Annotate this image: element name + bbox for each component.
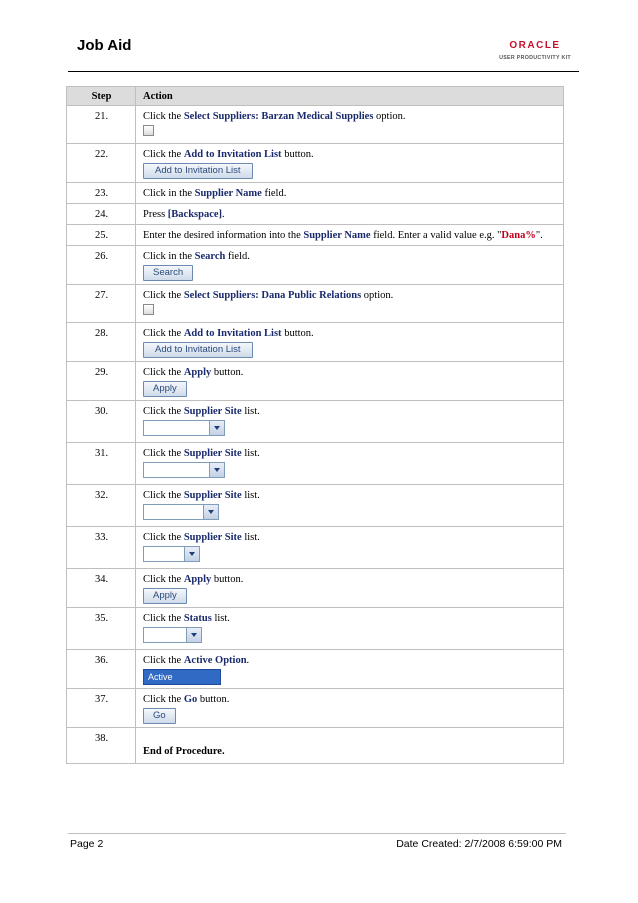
chevron-down-icon bbox=[186, 628, 201, 642]
action-text: button. bbox=[211, 367, 244, 378]
supplier-site-select-screenshot bbox=[143, 462, 225, 478]
table-row bbox=[67, 689, 564, 728]
step-number: 31. bbox=[67, 443, 136, 485]
search-button: Search bbox=[143, 265, 193, 281]
table-row bbox=[67, 362, 564, 401]
chevron-down-icon bbox=[209, 421, 224, 435]
action-cell bbox=[136, 246, 564, 285]
action-text: Click the bbox=[143, 328, 184, 339]
table-row bbox=[67, 485, 564, 527]
supplier-site-select-screenshot bbox=[143, 504, 219, 520]
action-text: Click the bbox=[143, 694, 184, 705]
action-text: Click the bbox=[143, 613, 184, 624]
table-row bbox=[67, 728, 564, 764]
action-cell bbox=[136, 728, 564, 764]
step-number: 32. bbox=[67, 485, 136, 527]
action-text: list. bbox=[241, 406, 260, 417]
end-of-procedure-text: End of Procedure. bbox=[143, 746, 225, 757]
table-row bbox=[67, 204, 564, 225]
action-text: Click the bbox=[143, 290, 184, 301]
action-target: Add to Invitation List bbox=[183, 328, 282, 339]
step-number: 28. bbox=[67, 323, 136, 362]
action-cell bbox=[136, 569, 564, 608]
footer-divider bbox=[68, 833, 566, 834]
step-number: 24. bbox=[67, 204, 136, 225]
action-text: ". bbox=[535, 230, 543, 241]
column-header-step: Step bbox=[67, 87, 136, 106]
step-number: 29. bbox=[67, 362, 136, 401]
action-cell bbox=[136, 527, 564, 569]
step-number: 23. bbox=[67, 183, 136, 204]
action-text: Click the bbox=[143, 111, 184, 122]
action-target: Supplier Site bbox=[183, 532, 242, 543]
step-number: 25. bbox=[67, 225, 136, 246]
action-text: Click the bbox=[143, 490, 184, 501]
table-row bbox=[67, 650, 564, 689]
document-title: Job Aid bbox=[77, 37, 132, 54]
step-number: 38. bbox=[67, 728, 136, 764]
table-row bbox=[67, 246, 564, 285]
procedure-table bbox=[66, 86, 564, 764]
action-target: Supplier Site bbox=[183, 406, 242, 417]
table-row bbox=[67, 569, 564, 608]
action-text: button. bbox=[211, 574, 244, 585]
header-divider bbox=[68, 71, 579, 72]
page-number: Page 2 bbox=[70, 838, 104, 850]
action-text: option. bbox=[373, 111, 406, 122]
action-text: button. bbox=[281, 149, 314, 160]
active-option-screenshot: Active bbox=[143, 669, 221, 685]
step-number: 37. bbox=[67, 689, 136, 728]
action-target: Select Suppliers: Barzan Medical Supplies bbox=[183, 111, 374, 122]
action-target: [Backspace] bbox=[167, 209, 223, 220]
action-cell bbox=[136, 443, 564, 485]
action-target: Supplier Site bbox=[183, 448, 242, 459]
step-number: 33. bbox=[67, 527, 136, 569]
table-row bbox=[67, 285, 564, 323]
action-text: list. bbox=[241, 490, 260, 501]
table-row bbox=[67, 225, 564, 246]
action-text: Click the bbox=[143, 532, 184, 543]
action-cell bbox=[136, 106, 564, 144]
action-text: button. bbox=[281, 328, 314, 339]
action-target: Active Option bbox=[183, 655, 247, 666]
action-text: Click in the bbox=[143, 251, 195, 262]
table-row bbox=[67, 106, 564, 144]
go-button: Go bbox=[143, 708, 176, 724]
action-cell bbox=[136, 285, 564, 323]
action-text: Click the bbox=[143, 367, 184, 378]
action-cell bbox=[136, 362, 564, 401]
action-cell bbox=[136, 401, 564, 443]
apply-button: Apply bbox=[143, 588, 187, 604]
checkbox-screenshot bbox=[143, 304, 154, 315]
action-text: field. bbox=[225, 251, 250, 262]
action-text: Click the bbox=[143, 574, 184, 585]
step-number: 26. bbox=[67, 246, 136, 285]
action-text: field. bbox=[261, 188, 287, 199]
step-number: 27. bbox=[67, 285, 136, 323]
action-cell bbox=[136, 225, 564, 246]
action-target: Apply bbox=[183, 574, 212, 585]
action-text: Click the bbox=[143, 448, 184, 459]
status-select-screenshot bbox=[143, 627, 202, 643]
action-text: Click the bbox=[143, 149, 184, 160]
action-text: Click in the bbox=[143, 188, 195, 199]
supplier-site-select-screenshot bbox=[143, 420, 225, 436]
action-text: Click the bbox=[143, 655, 184, 666]
action-target: Apply bbox=[183, 367, 212, 378]
action-text: field. Enter a valid value e.g. " bbox=[370, 230, 502, 241]
add-to-invitation-list-button: Add to Invitation List bbox=[143, 163, 253, 179]
add-to-invitation-list-button: Add to Invitation List bbox=[143, 342, 253, 358]
action-cell bbox=[136, 485, 564, 527]
action-text: option. bbox=[361, 290, 394, 301]
action-target: Select Suppliers: Dana Public Relations bbox=[183, 290, 362, 301]
action-target: Go bbox=[183, 694, 198, 705]
action-target: Add to Invitation List bbox=[183, 149, 282, 160]
chevron-down-icon bbox=[184, 547, 199, 561]
logo-brand-text: ORACLE bbox=[509, 40, 561, 51]
step-number: 30. bbox=[67, 401, 136, 443]
action-text: list. bbox=[211, 613, 230, 624]
action-target: Status bbox=[183, 613, 212, 624]
table-row bbox=[67, 608, 564, 650]
action-text: list. bbox=[241, 532, 260, 543]
action-cell bbox=[136, 183, 564, 204]
table-row bbox=[67, 527, 564, 569]
action-cell bbox=[136, 650, 564, 689]
table-row bbox=[67, 323, 564, 362]
action-cell bbox=[136, 608, 564, 650]
date-created: Date Created: 2/7/2008 6:59:00 PM bbox=[396, 838, 562, 850]
action-text: list. bbox=[241, 448, 260, 459]
action-target: Supplier Name bbox=[303, 230, 371, 241]
supplier-site-select-screenshot bbox=[143, 546, 200, 562]
step-number: 22. bbox=[67, 144, 136, 183]
example-value: Dana% bbox=[501, 230, 536, 241]
action-text: Enter the desired information into the bbox=[143, 230, 304, 241]
action-cell bbox=[136, 323, 564, 362]
table-row bbox=[67, 401, 564, 443]
logo-tagline-text: USER PRODUCTIVITY KIT bbox=[499, 55, 571, 61]
step-number: 34. bbox=[67, 569, 136, 608]
action-text: Press bbox=[143, 209, 168, 220]
step-number: 21. bbox=[67, 106, 136, 144]
chevron-down-icon bbox=[209, 463, 224, 477]
table-row bbox=[67, 144, 564, 183]
table-header-row bbox=[67, 87, 564, 106]
step-number: 35. bbox=[67, 608, 136, 650]
action-cell bbox=[136, 689, 564, 728]
action-text: button. bbox=[197, 694, 230, 705]
checkbox-screenshot bbox=[143, 125, 154, 136]
oracle-upk-logo bbox=[491, 40, 579, 70]
step-number: 36. bbox=[67, 650, 136, 689]
table-row bbox=[67, 183, 564, 204]
action-text: . bbox=[246, 655, 250, 666]
action-cell bbox=[136, 144, 564, 183]
chevron-down-icon bbox=[203, 505, 218, 519]
action-target: Supplier Site bbox=[183, 490, 242, 501]
action-text: . bbox=[222, 209, 225, 220]
action-text: Click the bbox=[143, 406, 184, 417]
action-cell bbox=[136, 204, 564, 225]
column-header-action: Action bbox=[136, 87, 564, 106]
action-target: Supplier Name bbox=[194, 188, 262, 199]
action-target: Search bbox=[194, 251, 226, 262]
apply-button: Apply bbox=[143, 381, 187, 397]
table-row bbox=[67, 443, 564, 485]
